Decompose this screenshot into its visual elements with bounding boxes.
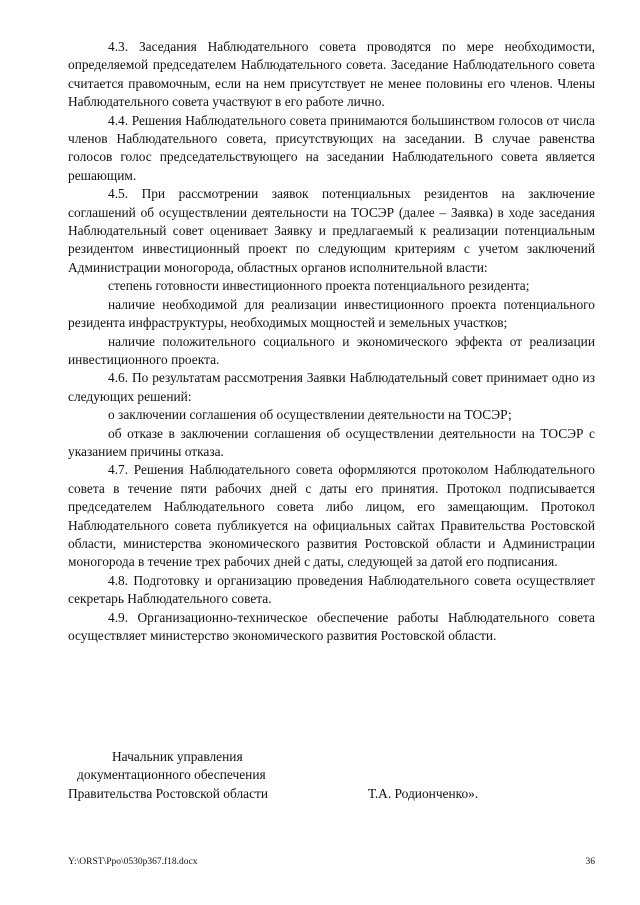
- paragraph-4-5: 4.5. При рассмотрении заявок потенциальных резидентов на заключение соглашений об осуществлении деятельности на ТОСЭР (далее – Заявка) в ходе заседания Наблюдательный совет оценивает Заявку и предлагаемый к реализации потенциальным резидентом инвестиционный проект по следующим критериям с учетом заключений Администрации моногорода, областных органов исполнительной власти:: [68, 186, 595, 275]
- paragraph-4-4: 4.4. Решения Наблюдательного совета принимаются большинством голосов от числа членов Наблюдательного совета, присутствующих на заседании. В случае равенства голосов голос председательствующего на заседании Наблюдательного совета является решающим.: [68, 112, 595, 183]
- decision-item: о заключении соглашения об осуществлении деятельности на ТОСЭР;: [108, 407, 512, 423]
- criterion-item: наличие положительного социального и экономического эффекта от реализации инвестиционного проекта.: [68, 333, 595, 367]
- criterion-item: наличие необходимой для реализации инвестиционного проекта потенциального резидента инфраструктуры, необходимых мощностей и земельных участков;: [68, 296, 595, 331]
- signature-title-line1: Начальник управления: [112, 749, 243, 764]
- paragraph-4-7: 4.7. Решения Наблюдательного совета оформляются протоколом Наблюдательного совета в течение пяти рабочих дней с даты его принятия. Протокол подписывается председателем Наблюдательного совета либо лицом, его замещающим. Протокол Наблюдательного совета публикуется на официальных сайтах Правительства Ростовской области, министерства экономического развития Ростовской области и Администрации моногорода в течение трех рабочих дней с даты, следующей за датой его подписания.: [68, 462, 595, 570]
- paragraph-4-8: 4.8. Подготовку и организацию проведения Наблюдательного совета осуществляет секретарь Наблюдательного совета.: [68, 572, 595, 607]
- paragraph-4-3: 4.3. Заседания Наблюдательного совета проводятся по мере необходимости, определяемой председателем Наблюдательного совета. Заседание Наблюдательного совета считается правомочным, если на нем присутствует не менее половины его членов. Члены Наблюдательного совета участвуют в его работе лично.: [68, 39, 595, 110]
- signatory-name: Т.А. Родионченко».: [368, 785, 479, 801]
- signature-title-line2: документационного обеспечения: [77, 767, 266, 783]
- signature-title-line3: Правительства Ростовской области: [68, 785, 269, 801]
- page-number: 36: [585, 857, 595, 867]
- document-body: [68, 38, 595, 645]
- criterion-item: степень готовности инвестиционного проекта потенциального резидента;: [108, 278, 530, 294]
- decision-item: об отказе в заключении соглашения об осуществлении деятельности на ТОСЭР с указанием причины отказа.: [68, 425, 595, 459]
- file-path: Y:\ORST\Ppo\0530p367.f18.docx: [68, 857, 198, 867]
- signature-block: [68, 748, 595, 803]
- page-footer: [68, 857, 595, 867]
- paragraph-4-6: 4.6. По результатам рассмотрения Заявки Наблюдательный совет принимает одно из следующих решений:: [68, 370, 595, 404]
- paragraph-4-9: 4.9. Организационно-техническое обеспечение работы Наблюдательного совета осуществляет министерство экономического развития Ростовской области.: [68, 609, 595, 643]
